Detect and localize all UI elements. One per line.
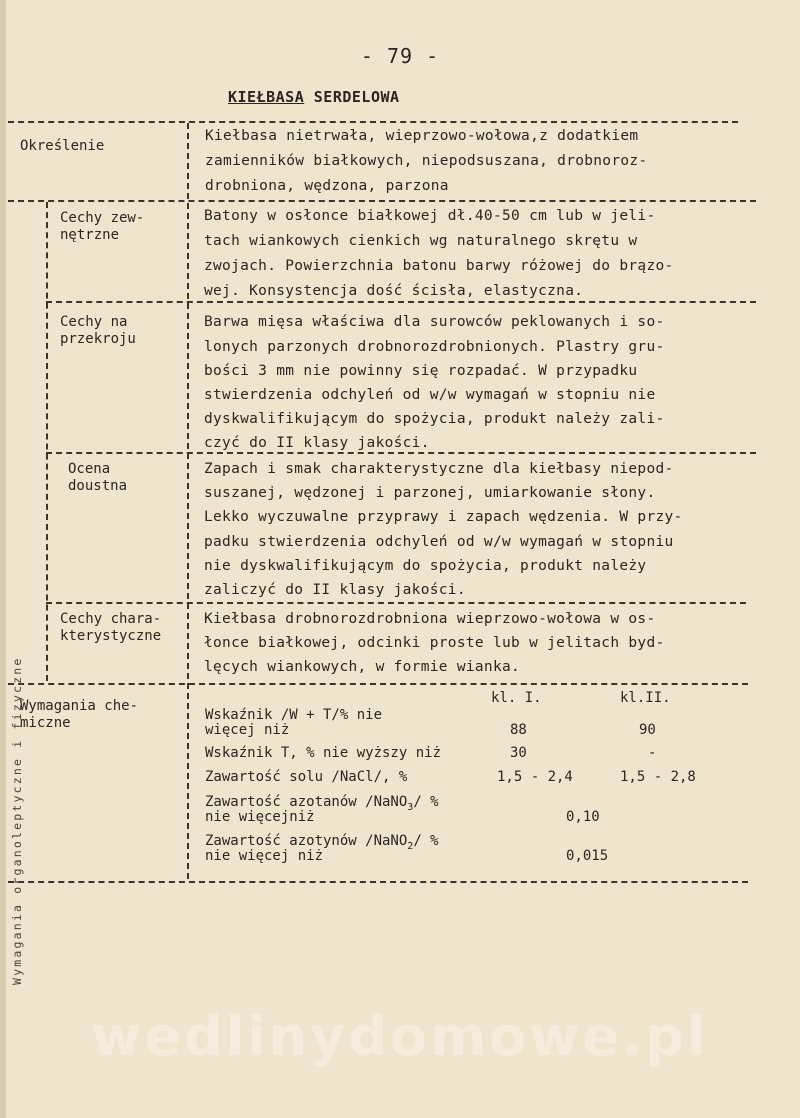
- charakterystyczne-label-1: Cechy chara-: [60, 611, 162, 627]
- zewnetrzne-line-1: Batony w osłonce białkowej dł.40-50 cm lub w jeli-: [204, 208, 656, 224]
- przekroju-line-6: czyć do II klasy jakości.: [204, 435, 430, 451]
- doustna-label-1: Ocena: [68, 461, 111, 477]
- page-edge: [0, 0, 6, 1118]
- organoleptic-group-label: Wymagania organoleptyczne i fizyczne: [10, 656, 24, 985]
- chem-row3-kl1: 1,5 - 2,4: [497, 769, 573, 785]
- charakterystyczne-line-3: lęcych wiankowych, w formie wianka.: [204, 659, 521, 675]
- chem-row5-line2: nie więcej niż: [205, 848, 324, 864]
- chem-row5-value: 0,015: [566, 848, 609, 864]
- rule-organoleptic-bottom: [8, 683, 748, 685]
- rule-bottom: [8, 881, 748, 883]
- zewnetrzne-line-3: zwojach. Powierzchnia batonu barwy różowej do brązo-: [204, 258, 674, 274]
- okreslenie-label: Określenie: [20, 138, 105, 154]
- przekroju-line-4: stwierdzenia odchyleń od w/w wymagań w stopniu nie: [204, 387, 656, 403]
- chemiczne-label-2: miczne: [20, 715, 71, 731]
- przekroju-line-2: lonych parzonych drobnorozdrobnionych. Plastry gru-: [204, 339, 665, 355]
- doustna-line-5: nie dyskwalifikującym do spożycia, produkt należy: [204, 558, 647, 574]
- zewnetrzne-label-2: nętrzne: [60, 227, 120, 243]
- chem-row4-line2: nie więcejniż: [205, 809, 315, 825]
- title-underlined: KIEŁBASA: [228, 88, 305, 106]
- rule-sub-column: [46, 202, 48, 681]
- przekroju-line-1: Barwa mięsa właściwa dla surowców peklowanych i so-: [204, 314, 665, 330]
- rule-top: [8, 121, 738, 123]
- chem-row4-subscript: 3: [407, 801, 414, 813]
- charakterystyczne-line-1: Kiełbasa drobnorozdrobniona wieprzowo-wołowa w os-: [204, 611, 656, 627]
- doustna-line-2: suszanej, wędzonej i parzonej, umiarkowanie słony.: [204, 485, 656, 501]
- chem-row4-value: 0,10: [566, 809, 600, 825]
- document-title: [228, 88, 400, 106]
- doustna-line-1: Zapach i smak charakterystyczne dla kiełbasy niepod-: [204, 461, 674, 477]
- chem-row5-subscript: 2: [407, 840, 414, 852]
- chem-row2-line1: Wskaźnik T, % nie wyższy niż: [205, 745, 442, 761]
- charakterystyczne-label-2: kterystyczne: [60, 628, 162, 644]
- okreslenie-line-1: Kiełbasa nietrwała, wieprzowo-wołowa,z dodatkiem: [205, 128, 639, 144]
- doustna-line-4: padku stwierdzenia odchyleń od w/w wymagań w stopniu: [204, 534, 674, 550]
- chem-row5-text: Zawartość azotynów /NaNO: [205, 833, 408, 849]
- watermark: wedlinydomowe.pl: [91, 1005, 709, 1068]
- rule-main-column: [187, 123, 189, 879]
- page-number: - 79 -: [360, 44, 440, 68]
- chem-row1-kl2: 90: [639, 722, 656, 738]
- chem-header-kl2: kl.II.: [620, 690, 671, 706]
- zewnetrzne-line-2: tach wiankowych cienkich wg naturalnego skrętu w: [204, 233, 638, 249]
- chem-row3-kl2: 1,5 - 2,8: [620, 769, 696, 785]
- chem-row3-line1: Zawartość solu /NaCl/, %: [205, 769, 408, 785]
- chem-row2-kl1: 30: [510, 745, 527, 761]
- chem-row4-end: / %: [413, 794, 439, 810]
- zewnetrzne-label-1: Cechy zew-: [60, 210, 145, 226]
- chem-header-kl1: kl. I.: [491, 690, 542, 706]
- rule-okreslenie-bottom: [8, 200, 756, 202]
- charakterystyczne-line-2: łonce białkowej, odcinki proste lub w jelitach byd-: [204, 635, 665, 651]
- chem-row5-end: / %: [413, 833, 439, 849]
- zewnetrzne-line-4: wej. Konsystencja dość ścisła, elastyczna.: [204, 283, 584, 299]
- okreslenie-line-3: drobniona, wędzona, parzona: [205, 178, 449, 194]
- title-rest: SERDELOWA: [304, 88, 400, 106]
- przekroju-line-5: dyskwalifikującym do spożycia, produkt należy zali-: [204, 411, 665, 427]
- chem-row1-kl1: 88: [510, 722, 527, 738]
- przekroju-line-3: bości 3 mm nie powinny się rozpadać. W przypadku: [204, 363, 638, 379]
- chem-row4-text: Zawartość azotanów /NaNO: [205, 794, 408, 810]
- przekroju-label-1: Cechy na: [60, 314, 128, 330]
- chem-row1-line2: więcej niż: [205, 722, 290, 738]
- doustna-label-2: doustna: [68, 478, 128, 494]
- chem-row2-kl2: -: [648, 745, 657, 761]
- chem-row1-line1: Wskaźnik /W + T/% nie: [205, 707, 383, 723]
- doustna-line-3: Lekko wyczuwalne przyprawy i zapach wędzenia. W przy-: [204, 509, 683, 525]
- chemiczne-label-1: Wymagania che-: [20, 698, 139, 714]
- doustna-line-6: zaliczyć do II klasy jakości.: [204, 582, 466, 598]
- przekroju-label-2: przekroju: [60, 331, 136, 347]
- okreslenie-line-2: zamienników białkowych, niepodsuszana, drobnoroz-: [205, 153, 648, 169]
